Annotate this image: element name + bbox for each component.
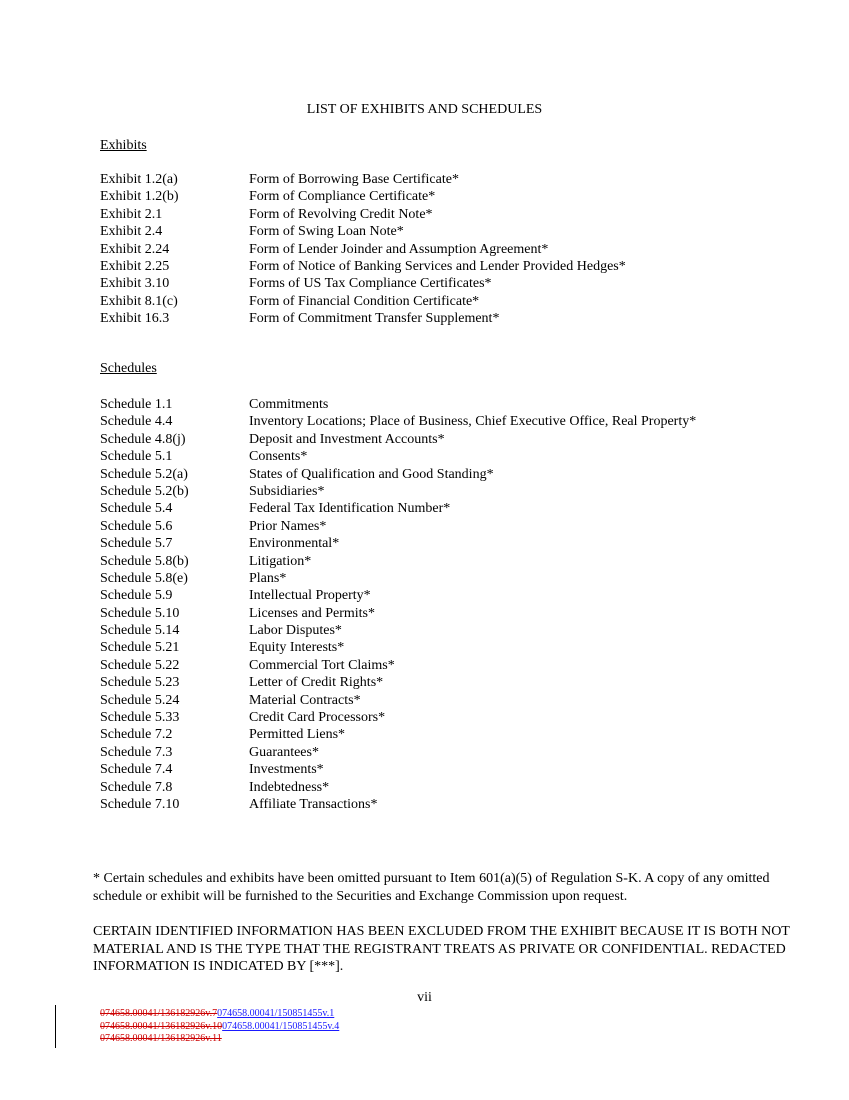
schedule-row-description: Licenses and Permits* [249,605,375,621]
doc-id-line-2 [100,1021,339,1034]
exhibit-row-description: Form of Borrowing Base Certificate* [249,172,459,187]
schedule-row [100,500,800,517]
revision-change-bar [55,1005,56,1048]
exhibit-row [100,241,800,258]
schedule-row-description: Consents* [249,449,308,465]
deleted-doc-id: 074658.00041/136182926v.10 [100,1020,223,1032]
schedule-row [100,761,800,778]
schedule-row-description: Credit Card Processors* [249,710,386,726]
schedule-row-code: Schedule 5.2(b) [100,483,189,499]
schedule-row-description: States of Qualification and Good Standing* [249,466,494,482]
exhibit-row [100,206,800,223]
schedule-row-code: Schedule 7.8 [100,779,173,795]
schedule-row [100,709,800,726]
schedule-row-description: Commercial Tort Claims* [249,657,395,673]
exhibit-row-code: Exhibit 3.10 [100,276,170,292]
schedule-row-description: Prior Names* [249,518,327,534]
exhibit-row-description: Form of Compliance Certificate* [249,189,436,205]
schedule-row [100,692,800,709]
exhibit-row-description: Form of Notice of Banking Services and Lender Provided Hedges* [249,258,626,274]
schedule-row-description: Indebtedness* [249,779,330,795]
schedule-row-description: Investments* [249,762,324,778]
schedules-list [100,396,800,813]
schedule-row-code: Schedule 5.14 [100,623,180,639]
schedule-row [100,622,800,639]
schedule-row-description: Inventory Locations; Place of Business, Chief Executive Office, Real Property* [249,414,697,430]
exhibit-row [100,275,800,292]
deleted-doc-id: 074658.00041/136182926v.7 [100,1008,218,1019]
page-title: LIST OF EXHIBITS AND SCHEDULES [306,102,543,117]
schedule-row-code: Schedule 5.9 [100,588,173,604]
schedule-row [100,396,800,413]
schedule-row-description: Federal Tax Identification Number* [249,501,451,517]
schedule-row [100,448,800,465]
schedule-row-description: Guarantees* [249,744,319,760]
exhibit-row [100,293,800,310]
inserted-doc-id: 074658.00041/150851455v.1 [217,1008,335,1019]
exhibit-row-description: Form of Swing Loan Note* [249,224,404,240]
schedule-row-code: Schedule 5.8(b) [100,553,189,569]
schedule-row [100,726,800,743]
schedules-heading: Schedules [100,361,157,376]
schedule-row-description: Letter of Credit Rights* [249,675,384,691]
page-number: vii [417,990,432,1005]
exhibit-row [100,188,800,205]
schedule-row [100,413,800,430]
exhibit-row-description: Form of Revolving Credit Note* [249,206,433,222]
document-id-footer [100,1008,339,1046]
exhibit-row [100,171,800,188]
schedule-row [100,483,800,500]
schedule-row [100,535,800,552]
schedule-row [100,431,800,448]
exhibit-row-code: Exhibit 1.2(a) [100,172,178,187]
exhibit-row [100,258,800,275]
deleted-doc-id: 074658.00041/136182926v.11 [100,1033,222,1044]
exhibit-row-code: Exhibit 8.1(c) [100,293,178,309]
schedule-row-description: Litigation* [249,553,312,569]
schedule-row-description: Affiliate Transactions* [249,796,378,812]
schedule-row-description: Permitted Liens* [249,727,346,743]
schedule-row-description: Deposit and Investment Accounts* [249,431,445,447]
omission-footnote: * Certain schedules and exhibits have been omitted pursuant to Item 601(a)(5) of Regulation S-K. A copy of any omitted schedule or exhibit will be furnished to the Securities and Exchange Commission upon request. [93,871,770,904]
exhibit-row-description: Forms of US Tax Compliance Certificates* [249,276,492,292]
schedule-row-description: Environmental* [249,536,340,552]
schedule-row-description: Subsidiaries* [249,483,325,499]
schedule-row [100,639,800,656]
schedule-row-code: Schedule 5.2(a) [100,466,188,482]
exhibit-row-code: Exhibit 1.2(b) [100,189,179,205]
exhibit-row-description: Form of Financial Condition Certificate* [249,293,480,309]
exhibit-row [100,310,800,327]
exhibits-heading: Exhibits [100,138,147,153]
schedule-row-code: Schedule 7.4 [100,762,173,778]
schedule-row-description: Intellectual Property* [249,588,371,604]
schedule-row-code: Schedule 5.24 [100,692,180,708]
schedule-row-code: Schedule 7.3 [100,744,173,760]
exhibit-row-code: Exhibit 2.24 [100,241,170,257]
schedule-row [100,779,800,796]
schedule-row-code: Schedule 4.8(j) [100,431,186,447]
schedule-row-code: Schedule 5.8(e) [100,570,188,586]
schedule-row-code: Schedule 7.2 [100,727,173,743]
schedule-row-code: Schedule 4.4 [100,414,173,430]
schedule-row [100,657,800,674]
exhibit-row-code: Exhibit 2.1 [100,206,163,222]
schedule-row-code: Schedule 5.7 [100,536,173,552]
schedule-row [100,518,800,535]
schedule-row-code: Schedule 5.23 [100,675,180,691]
schedule-row [100,605,800,622]
schedule-row-code: Schedule 5.22 [100,657,180,673]
schedule-row-description: Equity Interests* [249,640,345,656]
schedule-row-description: Plans* [249,570,287,586]
schedule-row [100,466,800,483]
doc-id-line-3 [100,1033,339,1046]
schedule-row [100,674,800,691]
exhibit-row-description: Form of Lender Joinder and Assumption Agreement* [249,241,549,257]
schedule-row-description: Labor Disputes* [249,623,342,639]
exhibits-list [100,171,800,328]
exhibit-row-code: Exhibit 2.4 [100,224,163,240]
schedule-row-code: Schedule 5.4 [100,501,173,517]
schedule-row-description: Material Contracts* [249,692,361,708]
schedule-row [100,553,800,570]
schedule-row-code: Schedule 5.33 [100,710,180,726]
schedule-row-code: Schedule 5.1 [100,449,173,465]
inserted-doc-id: 074658.00041/150851455v.4 [222,1020,340,1032]
exhibit-row-code: Exhibit 16.3 [100,311,170,327]
exhibit-row [100,223,800,240]
schedule-row-code: Schedule 5.21 [100,640,180,656]
schedule-row-code: Schedule 1.1 [100,397,173,412]
schedule-row-description: Commitments [249,397,329,412]
schedule-row [100,744,800,761]
exhibit-row-description: Form of Commitment Transfer Supplement* [249,311,500,327]
schedule-row [100,587,800,604]
exhibit-row-code: Exhibit 2.25 [100,258,170,274]
schedule-row-code: Schedule 5.10 [100,605,180,621]
doc-id-line-1 [100,1008,339,1021]
confidentiality-legend: CERTAIN IDENTIFIED INFORMATION HAS BEEN EXCLUDED FROM THE EXHIBIT BECAUSE IT IS BOTH NOT MATERIAL AND IS THE TYPE THAT THE REGISTRANT TREATS AS PRIVATE OR CONFIDENTIAL. REDACTED INFORMATION IS INDICATED BY [***]. [93,924,790,974]
schedule-row-code: Schedule 7.10 [100,796,180,812]
schedule-row-code: Schedule 5.6 [100,518,173,534]
schedule-row [100,570,800,587]
schedule-row [100,796,800,813]
